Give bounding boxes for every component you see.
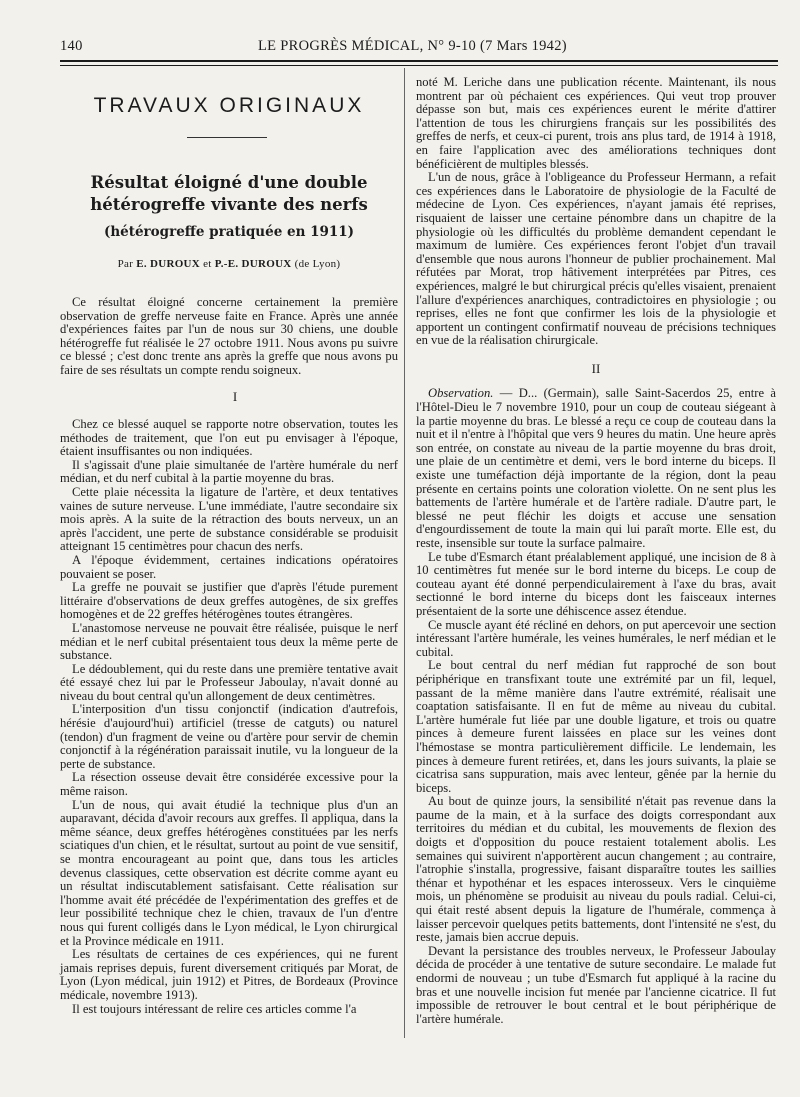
section-heading: TRAVAUX ORIGINAUX (93, 94, 365, 117)
paragraph: L'anastomose nerveuse ne pouvait être réalisée, puisque le nerf médian et le nerf cubital présentaient tous deux la même perte de substance. (60, 620, 398, 663)
paragraph: La greffe ne pouvait se justifier que d'après l'étude purement littéraire d'observations de deux greffes autogènes, de six greffes homogènes et de 22 greffes hétérogènes toutes étrangères. (60, 580, 398, 622)
page-number: 140 (60, 38, 83, 54)
section-number-I: I (232, 389, 238, 404)
byline-prefix: Par (117, 258, 134, 270)
paragraph: L'un de nous, grâce à l'obligeance du Professeur Hermann, a refait ces expériences dans le Laboratoire de physiologie de la Faculté de médecine de Lyon. Ces expériences, n'ayant jamais été reprises, risquaient de laisser une certaine pénombre dans un chapitre de la physiologie où les difficultés du problème demandent cependant le maximum de lumière. Ces expériences feront l'objet d'un travail d'ensemble que nous aurons l'honneur de publier prochainement. Mal réfutées par Morat, trop hâtivement interprétées par Pitres, ces expériences, malgré le but chirurgical précis qu'elles visaient, prenaient l'allure d'expériences anarchiques, contradictoires en physiologie ; ou reprises, elles ne font que confirmer les lois de la physiologie et apportent un contingent confirmatif nouveau de précisions techniques en vue de la réalisation chirurgicale. (416, 170, 776, 348)
observation-paragraph (416, 387, 776, 550)
paragraph: Ce muscle ayant été récliné en dehors, on put apercevoir une section intéressant l'artère humérale, les veines humérales, le nerf médian et le cubital. (416, 617, 776, 659)
article-title: Résultat éloigné d'une double hétérogreffe vivante des nerfs (90, 173, 368, 214)
header-rule-thin (60, 65, 778, 66)
byline-and: et (203, 258, 212, 270)
paragraph: L'interposition d'un tissu conjonctif (indication d'autrefois, hérésie d'aujourd'hui) artificiel (tresse de catguts) ou naturel (tendon) d'un fragment de veine ou d'artère pour servir de chemin conjonctif à la régénération paraissait inutile, vu la longueur de la perte de substance. (60, 702, 398, 771)
byline-place: (de Lyon) (294, 258, 341, 270)
title-rule (187, 137, 267, 138)
paragraph: Les résultats de certaines de ces expériences, qui ne furent jamais reprises depuis, furent diversement critiqués par Morat, de Lyon (Lyon médical, juin 1912) et Pitres, de Bordeaux (Province médicale, novembre 1913). (60, 947, 398, 1002)
paragraph: Il s'agissait d'une plaie simultanée de l'artère humérale du nerf médian, et du nerf cubital à la partie moyenne du bras. (60, 457, 398, 486)
observation-label: Observation. (428, 386, 494, 401)
intro-paragraph (60, 296, 398, 378)
paragraph: Il est toujours intéressant de relire ces articles comme l'a (72, 1001, 357, 1016)
right-body-top (416, 76, 776, 1026)
author-2: P.-E. DUROUX (214, 258, 292, 270)
byline (60, 258, 398, 270)
paragraph: Cette plaie nécessita la ligature de l'artère, et deux tentatives vaines de suture nerveuse. L'une immédiate, l'autre secondaire six mois après. A la suite de la rétraction des bouts nerveux, un an après l'accident, une perte de substance considérable se produisit atteignant 15 centimètres pour chacun des nerfs. (60, 484, 398, 554)
paragraph: noté M. Leriche dans une publication récente. Maintenant, ils nous montrent par où péchaient ces expériences. Qui veut trop prouver dépasse son but, mais ces expériences eurent le mérite d'attirer l'attention de tous les chirurgiens français sur les possibilités des greffes de nerfs, et ceux-ci purent, trois ans plus tard, de 1914 à 1918, en faire l'application avec des améliorations techniques dont bénéficièrent de multiples blessés. (416, 75, 776, 171)
paragraph: Au bout de quinze jours, la sensibilité n'était pas revenue dans la paume de la main, et à la surface des doigts correspondant aux territoires du médian et du cubital, les mouvements de flexion des doigts et d'opposition du pouce restaient totalement abolis. Les semaines qui suivirent n'apportèrent aucun changement ; au contraire, l'atrophie s'installa, progressive, faisant disparaître toutes les saillies thénar et hypothénar et les espaces interosseux. Vers le cinquième mois, un phénomène se produisit au niveau du pouls radial. Celui-ci, qui était resté absent depuis la ligature de l'humérale, commença à laisser percevoir quelques petits battements, dont l'intensité ne s'est, du reste, jamais bien accrue depuis. (416, 794, 776, 945)
author-1: E. DUROUX (136, 258, 201, 270)
paragraph: Le bout central du nerf médian fut rapproché de son bout périphérique en transfixant toute une extrémité par un fil, lequel, passant de la même manière dans l'autre extrémité, réalisait une coaptation satisfaisante. Il en fut de même au niveau du cubital. L'artère humérale fut liée par une double ligature, et trois ou quatre pinces à demeure furent laissées en place sur les veines dont l'hémostase se montra particulièrement difficile. Le lendemain, les pinces à demeure furent retirées, et, dans les jours suivants, la plaie se cicatrisa sans suppuration, mais avec lenteur, gênée par la hernie du biceps. (416, 658, 776, 795)
running-header (60, 38, 765, 56)
section-one (60, 390, 398, 404)
paragraph: Le tube d'Esmarch étant préalablement appliqué, une incision de 8 à 10 centimètres fut menée sur le bord interne du biceps. Le coup de couteau ayant été donné perpendiculairement à l'axe du bras, avait sectionné le bord interne du biceps dont les faisceaux internes présentaient de la sorte une déhiscence assez étendue. (416, 549, 776, 618)
paragraph: Chez ce blessé auquel se rapporte notre observation, toutes les méthodes de traitement, que l'on eut pu envisager à l'époque, étaient insuffisantes ou non indiquées. (60, 417, 398, 459)
paragraph: A l'époque évidemment, certaines indications opératoires pouvaient se poser. (60, 552, 398, 581)
paragraph: L'un de nous, qui avait étudié la technique plus d'un an auparavant, décida d'avoir recours aux greffes. Il appliqua, dans la même séance, deux greffes hétérogènes constituées par les nerfs sciatiques d'un chien, et le résultat, surtout au point de vue sensitif, se montra encourageant au point que, dans tous les articles devenus classiques, cette observation est décrite comme ayant eu un résultat indiscutablement satisfaisant. Cette réalisation sur l'homme avait été précédée de l'expérimentation des greffes et de leur possibilité technique chez le chien, travaux de l'un d'entre nous qui furent colligés dans le Lyon médical, le Lyon chirurgical et la Province médicale en 1911. (60, 797, 398, 948)
header-rule (60, 60, 778, 62)
intro-text: Ce résultat éloigné concerne certainement la première observation de greffe nerveuse faite en France. Après une année d'expériences faites par l'un de nous sur 30 chiens, une double hétérogreffe fut réalisée le 27 octobre 1911. Nous avons pu suivre ce blessé ; c'est donc trente ans après la greffe que nous avons pu faire de ses résultats un compte rendu soigneux. (60, 295, 398, 377)
paragraph: Le dédoublement, qui du reste dans une première tentative avait été essayé chez lui par le Professeur Jaboulay, n'avait donné au niveau du bout central qu'un allongement de deux centimètres. (60, 661, 398, 703)
paragraph: La résection osseuse devait être considérée excessive pour la même raison. (60, 770, 398, 799)
article-subtitle: (hétérogreffe pratiquée en 1911) (103, 224, 355, 240)
running-title: LE PROGRÈS MÉDICAL, N° 9-10 (7 Mars 1942) (258, 38, 567, 54)
paragraph: Devant la persistance des troubles nerveux, le Professeur Jaboulay décida de procéder à une tentative de suture secondaire. Le malade fut endormi de nouveau ; un tube d'Esmarch fut appliqué à la racine du bras et une nouvelle incision fut menée par l'ancienne cicatrice. Il fut impossible de retrouver le bout central et le bout périphérique de l'artère humérale. (416, 943, 776, 1026)
observation-text: — D... (Germain), salle Saint-Sacerdos 25, entre à l'Hôtel-Dieu le 7 novembre 1910, pour un coup de couteau siégeant à la partie moyenne du bras. Le blessé a reçu ce coup de couteau dans la nuit et il n'entre à l'hôpital que vers 9 heures du matin. Une heure après son entrée, on constate au niveau de la partie moyenne du bras droit, une plaie de un centimètre et demi, vers le bord interne du biceps. Il existe une tuméfaction déjà importante de la région, dont la peau présente en certains points une coloration violette. On ne sent plus les battements de l'artère humérale et de l'artère radiale. D'autre part, le blessé ne peut fléchir les doigts et accuse une sensation d'engourdissement de toute la main qui lui paraît morte. Elle est, du reste, insensible sur toute la surface palmaire. (416, 386, 776, 550)
column-separator (404, 68, 405, 1038)
section-number-II: II (591, 360, 601, 376)
left-body (60, 418, 398, 1016)
